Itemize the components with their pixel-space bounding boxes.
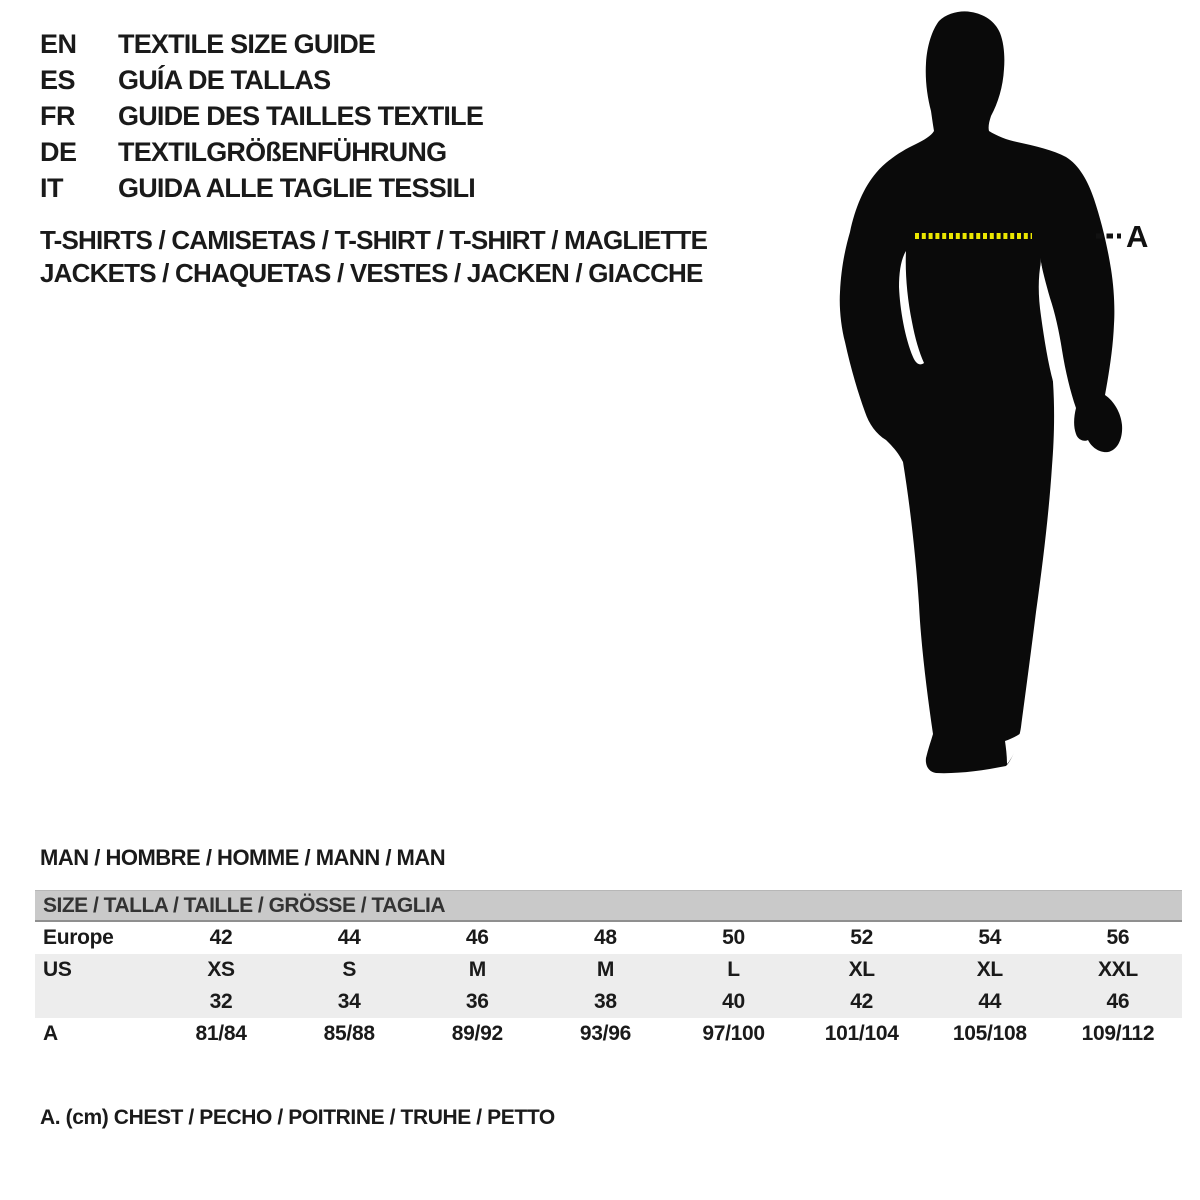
language-row-it	[40, 170, 483, 206]
size-value: 101/104	[824, 1022, 899, 1045]
language-row-fr	[40, 98, 483, 134]
language-row-en	[40, 26, 483, 62]
size-value: XS	[207, 958, 235, 981]
size-value: 38	[594, 990, 617, 1013]
size-value: L	[727, 958, 740, 981]
size-value: 50	[722, 926, 745, 949]
category-line-tshirts: T-SHIRTS / CAMISETAS / T-SHIRT / T-SHIRT / MAGLIETTE	[40, 225, 708, 255]
size-value: 85/88	[323, 1022, 375, 1045]
row-label: A	[43, 1022, 58, 1045]
size-value: 89/92	[451, 1022, 503, 1045]
size-value: 42	[850, 990, 874, 1013]
size-value: M	[468, 958, 486, 981]
size-value: 36	[465, 990, 489, 1013]
size-value: XL	[976, 958, 1003, 981]
size-value: M	[596, 958, 615, 981]
size-table-header-label: SIZE / TALLA / TAILLE / GRÖSSE / TAGLIA	[43, 893, 446, 917]
table-row-us-numeric	[35, 986, 1182, 1018]
size-value: 46	[1106, 990, 1130, 1013]
size-value: 97/100	[702, 1022, 765, 1045]
size-value: 32	[209, 990, 233, 1013]
table-row-europe	[35, 922, 1182, 954]
garment-category-lines	[40, 224, 707, 290]
guide-title-fr: GUIDE DES TAILLES TEXTILE	[118, 100, 484, 131]
size-value: S	[342, 958, 357, 981]
size-value: 105/108	[952, 1022, 1027, 1045]
measurement-footnote: A. (cm) CHEST / PECHO / POITRINE / TRUHE / PETTO	[40, 1106, 555, 1129]
size-value: 44	[978, 990, 1002, 1013]
size-value: 81/84	[195, 1022, 247, 1045]
guide-title-de: TEXTILGRÖßENFÜHRUNG	[118, 136, 447, 167]
guide-title-es: GUÍA DE TALLAS	[118, 64, 331, 95]
size-value: 44	[337, 926, 361, 949]
size-value: 34	[337, 990, 361, 1013]
measurement-label-a: A	[1126, 219, 1149, 254]
size-value: XXL	[1097, 958, 1138, 981]
row-label: Europe	[43, 926, 114, 949]
language-code: FR	[40, 100, 75, 131]
guide-title-en: TEXTILE SIZE GUIDE	[118, 28, 376, 59]
size-value: 52	[850, 926, 874, 949]
section-title-man: MAN / HOMBRE / HOMME / MANN / MAN	[40, 845, 446, 870]
size-value: 48	[594, 926, 617, 949]
language-title-list	[40, 26, 483, 206]
row-label: US	[43, 958, 72, 981]
size-value: 109/112	[1081, 1022, 1155, 1045]
size-table	[35, 890, 1182, 1050]
size-value: 93/96	[579, 1022, 631, 1045]
size-value: 54	[978, 926, 1002, 949]
size-value: XL	[848, 958, 875, 981]
language-code: ES	[40, 64, 76, 95]
table-row-chest-cm	[35, 1018, 1182, 1050]
category-line-jackets: JACKETS / CHAQUETAS / VESTES / JACKEN / GIACCHE	[40, 258, 703, 288]
table-row-us	[35, 954, 1182, 986]
size-value: 46	[465, 926, 489, 949]
silhouette-body	[840, 11, 1122, 773]
language-row-es	[40, 62, 483, 98]
language-code: IT	[40, 172, 63, 203]
man-silhouette-figure	[820, 0, 1200, 800]
language-code: DE	[40, 136, 77, 167]
size-value: 40	[722, 990, 745, 1013]
size-table-header	[35, 890, 1182, 922]
size-value: 42	[209, 926, 233, 949]
size-value: 56	[1106, 926, 1130, 949]
language-row-de	[40, 134, 483, 170]
language-code: EN	[40, 28, 77, 59]
guide-title-it: GUIDA ALLE TAGLIE TESSILI	[118, 172, 475, 203]
